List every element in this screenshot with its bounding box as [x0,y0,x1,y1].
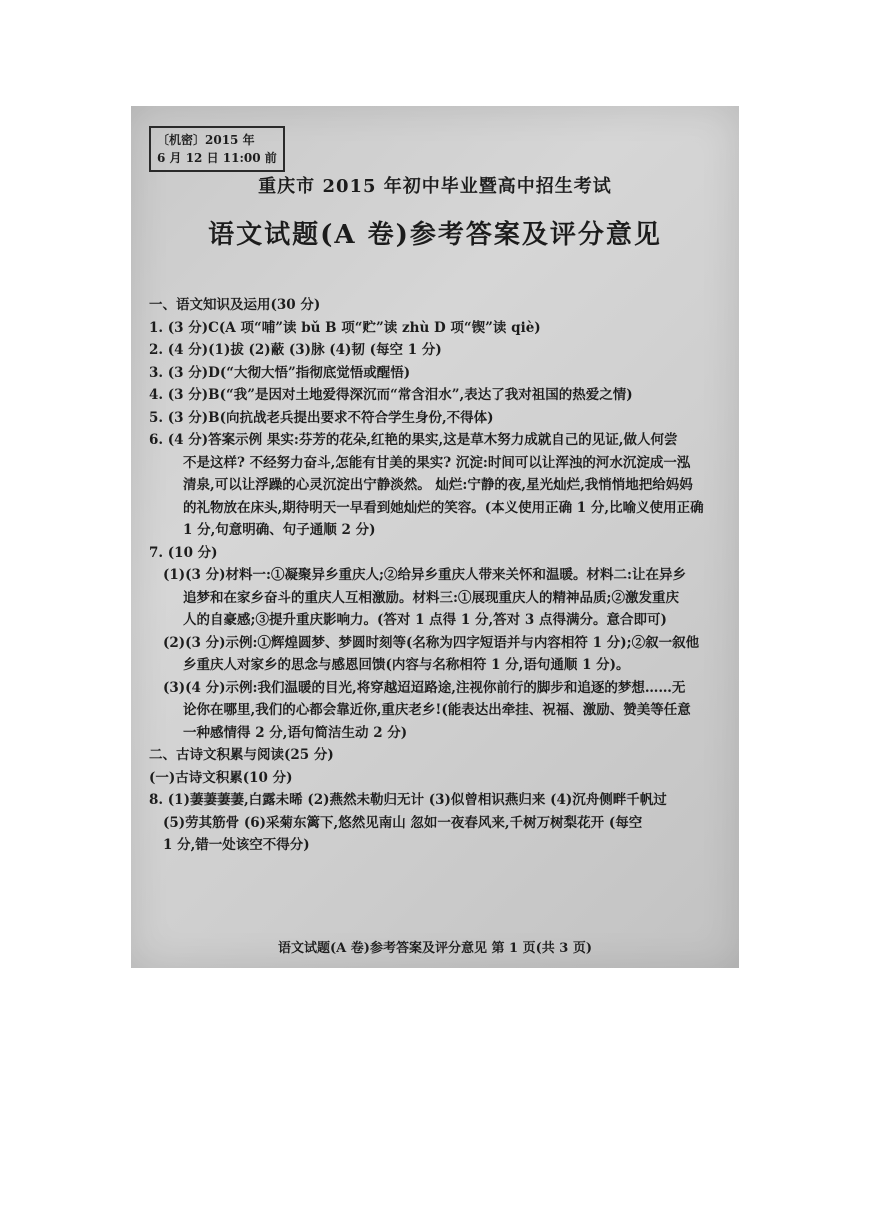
answer-line: 7. (10 分) [149,544,218,561]
answer-line: 论你在哪里,我们的心都会靠近你,重庆老乡!(能表达出牵挂、祝福、激励、赞美等任意 [183,702,691,718]
answer-line: 人的自豪感;③提升重庆影响力。(答对 1 点得 1 分,答对 3 点得满分。意合即可) [183,612,667,628]
answer-line: (一)古诗文积累(10 分) [149,769,293,786]
page-footer: 语文试题(A 卷)参考答案及评分意见 第 1 页(共 3 页) [278,941,592,956]
answer-line: 追梦和在家乡奋斗的重庆人互相激励。材料三:①展现重庆人的精神品质;②激发重庆 [183,589,679,606]
answer-line: 3. (3 分)D(“大彻大悟”指彻底觉悟或醒悟) [149,364,411,381]
answer-line: 5. (3 分)B(向抗战老兵提出要求不符合学生身份,不得体) [149,409,494,426]
document-title: 语文试题(A 卷)参考答案及评分意见 [208,220,662,250]
answer-line: 1 分,句意明确、句子通顺 2 分) [183,522,376,538]
section-heading: 二、古诗文积累与阅读(25 分) [149,747,334,763]
answer-content [149,294,725,857]
scanned-exam-page [131,106,739,968]
answer-line: 2. (4 分)(1)拔 (2)蔽 (3)脉 (4)韧 (每空 1 分) [149,342,442,358]
confidential-stamp [149,126,285,172]
answer-line: 的礼物放在床头,期待明天一早看到她灿烂的笑容。(本义使用正确 1 分,比喻义使用正确 [183,499,704,516]
answer-line: 清泉,可以让浮躁的心灵沉淀出宁静淡然。 灿烂:宁静的夜,星光灿烂,我悄悄地把给妈妈 [183,477,693,493]
answer-line: 4. (3 分)B(“我”是因对土地爱得深沉而“常含泪水”,表达了我对祖国的热爱之情) [149,387,633,403]
section-heading: 一、语文知识及运用(30 分) [149,297,321,313]
answer-line: 6. (4 分)答案示例 果实:芬芳的花朵,红艳的果实,这是草木努力成就自己的见证,做人何尝 [149,432,678,448]
answer-line: 1 分,错一处该空不得分) [163,837,310,853]
stamp-line-1: 〔机密〕2015 年 [157,133,255,147]
answer-line: 一种感情得 2 分,语句简洁生动 2 分) [183,724,408,741]
answer-line: (2)(3 分)示例:①辉煌圆梦、梦圆时刻等(名称为四字短语并与内容相符 1 分);②叙一叙他 [163,634,700,651]
answer-line: (3)(4 分)示例:我们温暖的目光,将穿越迢迢路途,注视你前行的脚步和追逐的梦想……无 [163,679,686,696]
answer-line: 不是这样? 不经努力奋斗,怎能有甘美的果实? 沉淀:时间可以让浑浊的河水沉淀成一泓 [183,454,691,471]
answer-line: 8. (1)萋萋萋萋,白露未晞 (2)燕然未勒归无计 (3)似曾相识燕归来 (4)沉舟侧畔千帆过 [149,792,667,808]
answer-line: 1. (3 分)C(A 项“哺”读 bǔ B 项“贮”读 zhù D 项“锲”读 qiè) [149,319,541,336]
stamp-line-2: 6 月 12 日 11:00 前 [157,151,277,165]
answer-line: 乡重庆人对家乡的思念与感恩回馈(内容与名称相符 1 分,语句通顺 1 分)。 [183,657,630,673]
exam-title: 重庆市 2015 年初中毕业暨高中招生考试 [258,176,612,197]
answer-line: (5)劳其筋骨 (6)采菊东篱下,悠然见南山 忽如一夜春风来,千树万树梨花开 (每空 [163,814,643,831]
answer-line: (1)(3 分)材料一:①凝聚异乡重庆人;②给异乡重庆人带来关怀和温暖。材料二:让在异乡 [163,567,686,583]
